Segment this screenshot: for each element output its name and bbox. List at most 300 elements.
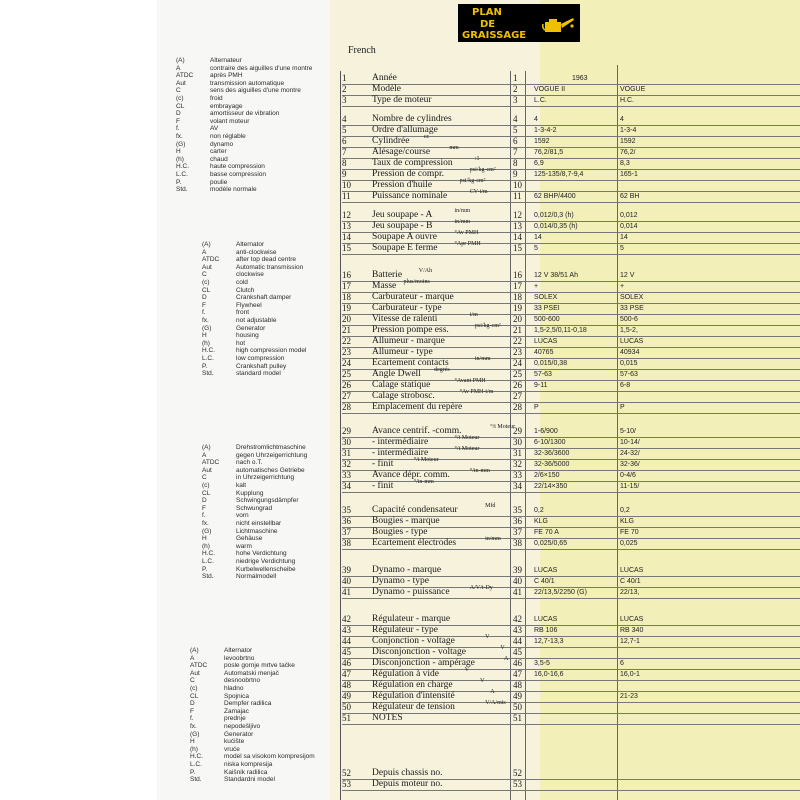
row-number: 52: [342, 768, 351, 778]
row-number: 50: [342, 702, 351, 712]
value-cell-1: 32-36/5000: [534, 461, 570, 468]
row-number-repeat: 27: [513, 391, 522, 401]
row-label: Pression de compr.: [372, 169, 445, 179]
glossary-term: contraire des aiguilles d'une montre: [210, 64, 313, 72]
glossary-entry: [190, 761, 315, 769]
value-cell-1: 62 BHP/4400: [534, 193, 576, 200]
glossary-abbr: Aut: [176, 79, 186, 87]
glossary-abbr: H: [176, 148, 181, 156]
glossary-term: after top dead centre: [236, 256, 296, 264]
value-cell-1: 6-10/1300: [534, 439, 566, 446]
value-cell-1: +: [534, 283, 539, 290]
glossary-term: not adjustable: [236, 316, 277, 324]
glossary-term: kalt: [236, 481, 247, 489]
value-cell-1: 125-135/8,7-9,4: [534, 171, 584, 178]
row-number: 35: [342, 505, 351, 515]
glossary-entry: [202, 355, 306, 363]
glossary-term: kućište: [224, 738, 245, 746]
glossary-entry: [202, 459, 307, 467]
row-label: Pression d'huile: [372, 180, 433, 190]
glossary-abbr: (c): [190, 684, 198, 692]
glossary-abbr: fx.: [176, 132, 183, 140]
glossary-entry: [202, 497, 307, 505]
spec-row: [342, 292, 800, 303]
badge-line-3: GRAISSAGE: [462, 30, 527, 41]
glossary-term: nach o.T.: [236, 459, 263, 467]
row-number: 3: [342, 95, 347, 105]
spec-row: [342, 191, 800, 202]
value-cell-1: 1-6/900: [534, 428, 558, 435]
glossary-abbr: F: [202, 301, 206, 309]
glossary-entry: [202, 271, 306, 279]
glossary-entry: [176, 148, 312, 156]
value-cell-2: 32-36/: [620, 461, 640, 468]
glossary-abbr: CL: [202, 489, 211, 497]
spec-row: [342, 426, 800, 437]
glossary-abbr: (h): [202, 542, 210, 550]
glossary-entry: [202, 550, 307, 558]
glossary-abbr: fx.: [202, 316, 209, 324]
value-cell-1: LUCAS: [534, 616, 558, 623]
glossary-entry: [202, 452, 307, 460]
value-cell-2: 57-63: [620, 371, 638, 378]
glossary-abbr: (h): [202, 339, 210, 347]
value-cell-1: 0,012/0,3 (h): [534, 212, 574, 219]
glossary-abbr: P.: [202, 565, 208, 573]
spec-row: [342, 95, 800, 106]
value-cell-2: SOLEX: [620, 294, 644, 301]
glossary-term: sens des aiguilles d'une montre: [210, 87, 301, 95]
spec-row: [342, 437, 800, 448]
value-cell-2: VOGUE: [620, 86, 646, 93]
row-unit: °/t Moteur: [454, 435, 480, 441]
value-cell-2: 76,2/: [620, 149, 636, 156]
glossary-term: automatisches Getriebe: [236, 466, 305, 474]
glossary-abbr: (A): [190, 647, 199, 654]
value-cell-2: KLG: [620, 518, 635, 525]
glossary-abbr: H.C.: [202, 550, 215, 558]
glossary-entry: [176, 65, 312, 73]
glossary-abbr: L.C.: [176, 170, 188, 178]
value-cell-2: 1592: [620, 138, 636, 145]
spec-row: [342, 147, 800, 158]
spec-row: [342, 336, 800, 347]
glossary-entry: [190, 769, 315, 777]
value-cell-1: 0,025/0,65: [534, 540, 568, 547]
row-number-repeat: 42: [513, 614, 522, 624]
glossary-abbr: A: [190, 654, 195, 662]
glossary-abbr: L.C.: [190, 760, 202, 768]
row-number-repeat: 38: [513, 538, 522, 548]
row-number-repeat: 25: [513, 369, 522, 379]
glossary-term: vruće: [224, 745, 240, 753]
glossary-entry: [202, 482, 307, 490]
row-label: Nombre de cylindres: [372, 114, 452, 124]
spec-row: [342, 625, 800, 636]
glossary-abbr: (c): [202, 278, 210, 286]
spec-row: [342, 576, 800, 587]
row-rule: [342, 202, 800, 203]
value-cell-1: 2/6×150: [534, 472, 560, 479]
spec-row: [342, 470, 800, 481]
glossary-1: [202, 241, 306, 378]
row-rule: [342, 549, 800, 550]
row-label: Avance dépr. comm.: [372, 470, 450, 480]
row-number-repeat: 19: [513, 303, 522, 313]
glossary-entry: [190, 723, 315, 731]
glossary-abbr: Std.: [202, 370, 214, 378]
glossary-entry: [202, 558, 307, 566]
row-number-repeat: 11: [513, 191, 522, 201]
value-cell-2: 165-1: [620, 171, 638, 178]
value-cell-1: KLG: [534, 518, 549, 525]
glossary-term: anti-clockwise: [236, 248, 277, 256]
row-label: - finit: [372, 481, 394, 491]
value-cell-1: FE 70 A: [534, 529, 559, 536]
value-cell-1: 12 V 38/51 Ah: [534, 272, 578, 279]
row-number: 20: [342, 314, 351, 324]
row-number-repeat: 35: [513, 505, 522, 515]
row-number-repeat: 46: [513, 658, 522, 668]
glossary-entry: [202, 264, 306, 272]
value-cell-1: 0,014/0,35 (h): [534, 223, 578, 230]
row-unit: in/mm: [454, 219, 471, 225]
spec-row: [342, 565, 800, 576]
glossary-term: Flywheel: [236, 301, 262, 309]
spec-row: [342, 680, 800, 691]
value-cell-2: 8,3: [620, 160, 630, 167]
row-label: Type de moteur: [372, 95, 432, 105]
glossary-entry: [202, 287, 306, 295]
value-cell-1: L.C.: [534, 97, 547, 104]
value-cell-2: 1-3-4: [620, 127, 637, 134]
row-label: Modèle: [372, 84, 402, 94]
row-number: 44: [342, 636, 351, 646]
row-number: 14: [342, 232, 351, 242]
badge-line-2: DE: [480, 19, 496, 30]
value-cell-1: 16,0-16,6: [534, 671, 564, 678]
spec-row: [342, 125, 800, 136]
glossary-abbr: A: [202, 248, 207, 256]
glossary-abbr: (G): [202, 324, 212, 332]
glossary-abbr: F: [176, 117, 180, 125]
glossary-abbr: H.C.: [176, 163, 189, 171]
glossary-term: Normalmodell: [236, 573, 277, 581]
row-label: Jeu soupape - A: [372, 210, 433, 220]
row-unit: mm: [449, 145, 459, 151]
row-label: Jeu soupape - B: [372, 221, 433, 231]
value-cell-2: +: [620, 283, 625, 290]
glossary-abbr: H: [190, 738, 195, 746]
glossary-entry: [202, 302, 306, 310]
row-label: Calage statique: [372, 380, 431, 390]
row-label: Année: [372, 73, 397, 83]
row-number-repeat: 15: [513, 243, 522, 253]
row-number-repeat: 47: [513, 669, 522, 679]
row-number: 16: [342, 270, 351, 280]
glossary-abbr: (A): [202, 444, 211, 451]
glossary-abbr: P.: [202, 362, 208, 370]
row-number-repeat: 6: [513, 136, 518, 146]
glossary-abbr: CL: [202, 286, 211, 294]
glossary-abbr: D: [202, 497, 207, 505]
row-unit: in/mm: [454, 208, 471, 214]
row-number: 27: [342, 391, 351, 401]
row-number: 28: [342, 402, 351, 412]
value-cell-1: LUCAS: [534, 567, 558, 574]
row-unit: V: [480, 678, 485, 684]
glossary-abbr: C: [176, 87, 181, 95]
row-unit: A/V/t-Dy: [469, 585, 493, 591]
value-cell-2: 500-6: [620, 316, 638, 323]
row-number-repeat: 16: [513, 270, 522, 280]
glossary-entry: [176, 125, 312, 133]
row-label: Régulation en charge: [372, 680, 453, 690]
spec-row: [342, 459, 800, 470]
row-number-repeat: 39: [513, 565, 522, 575]
row-number: 11: [342, 191, 351, 201]
row-number: 38: [342, 538, 351, 548]
glossary-term: Alternator: [224, 647, 253, 654]
glossary-abbr: D: [202, 294, 207, 302]
spec-row: [342, 768, 800, 779]
value-cell-1: 5: [534, 245, 538, 252]
row-rule: [342, 790, 800, 791]
row-unit: °Avant PMH: [454, 378, 486, 384]
value-cell-1: 0,2: [534, 507, 544, 514]
glossary-abbr: Std.: [190, 776, 202, 784]
glossary-entry: [190, 776, 315, 784]
value-cell-2: 0,025: [620, 540, 638, 547]
row-number: 47: [342, 669, 351, 679]
row-unit: in/mm: [474, 356, 491, 362]
glossary-0: [176, 57, 312, 194]
row-number-repeat: 45: [513, 647, 522, 657]
badge-line-1: PLAN: [472, 7, 502, 18]
spec-row: [342, 505, 800, 516]
spec-row: [342, 180, 800, 191]
row-number-repeat: 41: [513, 587, 522, 597]
glossary-term: Crankshaft pulley: [236, 362, 287, 370]
row-unit: V: [500, 645, 505, 651]
glossary-abbr: (c): [176, 94, 184, 102]
glossary-entry: [176, 141, 312, 149]
glossary-abbr: H: [202, 332, 207, 340]
glossary-entry: [190, 746, 315, 754]
glossary-term: high compression model: [236, 347, 307, 355]
row-number-repeat: 12: [513, 210, 522, 220]
glossary-term: Zamajac: [224, 707, 249, 715]
glossary-abbr: ATDC: [202, 256, 220, 264]
spec-row: [342, 402, 800, 413]
row-number: 9: [342, 169, 347, 179]
row-number-repeat: 50: [513, 702, 522, 712]
row-unit: V/A/mis: [485, 700, 506, 706]
glossary-entry: [190, 693, 315, 701]
glossary-entry: [202, 363, 306, 371]
spec-row: [342, 636, 800, 647]
glossary-abbr: (G): [202, 527, 212, 535]
glossary-entry: [202, 543, 307, 551]
row-number-repeat: 21: [513, 325, 522, 335]
glossary-term: Crankshaft damper: [236, 294, 292, 302]
glossary-entry: [176, 95, 312, 103]
spec-row: [342, 158, 800, 169]
row-number: 42: [342, 614, 351, 624]
glossary-entry: [176, 118, 312, 126]
row-unit: °Apr PMH: [454, 241, 481, 247]
row-label: - intermédiaire: [372, 448, 429, 458]
glossary-entry: [202, 241, 306, 249]
glossary-term: Standardni model: [224, 776, 275, 784]
row-number: 15: [342, 243, 351, 253]
glossary-term: Gehäuse: [236, 535, 263, 543]
glossary-entry: [202, 340, 306, 348]
row-number: 25: [342, 369, 351, 379]
glossary-entry: [202, 294, 306, 302]
glossary-term: nicht einstellbar: [236, 519, 282, 527]
glossary-entry: [176, 186, 312, 194]
glossary-abbr: ATDC: [190, 662, 208, 670]
row-unit: in/mm: [485, 536, 501, 542]
value-cell-2: 12,7-1: [620, 638, 640, 645]
glossary-entry: [202, 317, 306, 325]
row-rule: [342, 106, 800, 107]
glossary-abbr: fx.: [190, 722, 197, 730]
row-number: 7: [342, 147, 347, 157]
glossary-entry: [202, 347, 306, 355]
glossary-entry: [202, 490, 307, 498]
row-number-repeat: 29: [513, 426, 522, 436]
row-rule: [342, 724, 800, 725]
spec-row: [342, 702, 800, 713]
glossary-entry: [202, 256, 306, 264]
spec-row: [342, 658, 800, 669]
glossary-entry: [190, 738, 315, 746]
row-number: 51: [342, 713, 351, 723]
glossary-entry: [202, 520, 307, 528]
row-number-repeat: 4: [513, 114, 518, 124]
row-unit: °/in-mm: [413, 479, 434, 485]
glossary-entry: [202, 444, 307, 452]
row-number-repeat: 26: [513, 380, 522, 390]
row-number: 1: [342, 73, 347, 83]
value-cell-2: 0,012: [620, 212, 638, 219]
value-cell-1: 32-36/3600: [534, 450, 570, 457]
glossary-entry: [176, 110, 312, 118]
row-label: Conjonction - voltage: [372, 636, 455, 646]
glossary-2: [202, 444, 307, 581]
glossary-term: Kaišnik radilica: [224, 768, 268, 776]
glossary-term: Generator: [236, 324, 266, 332]
glossary-term: basse compression: [210, 170, 266, 178]
glossary-abbr: (c): [202, 481, 210, 489]
glossary-term: model sa visokom kompresijom: [224, 753, 315, 761]
row-label: Soupape A ouvre: [372, 232, 437, 242]
value-cell-2: 33 PSE: [620, 305, 644, 312]
row-number-repeat: 10: [513, 180, 522, 190]
row-number: 5: [342, 125, 347, 135]
value-cell-2: 24-32/: [620, 450, 640, 457]
glossary-entry: [176, 57, 312, 65]
glossary-term: desnoobrtno: [224, 677, 261, 685]
value-cell-1: 1-3-4-2: [534, 127, 557, 134]
row-unit: °/in-mm: [469, 468, 490, 474]
value-cell-1: 4: [534, 116, 538, 123]
row-number: 39: [342, 565, 351, 575]
value-cell-1: 33 PSEI: [534, 305, 560, 312]
row-number: 8: [342, 158, 347, 168]
glossary-abbr: F: [202, 504, 206, 512]
glossary-abbr: C: [202, 271, 207, 279]
row-number: 33: [342, 470, 351, 480]
row-label: Carburateur - type: [372, 303, 442, 313]
row-number-repeat: 14: [513, 232, 522, 242]
glossary-entry: [176, 163, 312, 171]
value-cell-2: 12 V: [620, 272, 635, 279]
row-number-repeat: 36: [513, 516, 522, 526]
glossary-entry: [190, 677, 315, 685]
glossary-abbr: (A): [202, 241, 211, 248]
value-cell-1: 1592: [534, 138, 550, 145]
spec-row: [342, 779, 800, 790]
row-number-repeat: 49: [513, 691, 522, 701]
value-cell-1: SOLEX: [534, 294, 558, 301]
row-number-repeat: 9: [513, 169, 518, 179]
glossary-term: Spojnica: [224, 692, 249, 700]
glossary-abbr: fx.: [202, 519, 209, 527]
row-unit: °/t Moteur: [413, 457, 439, 463]
row-number: 21: [342, 325, 351, 335]
row-label: Alésage/course: [372, 147, 431, 157]
row-number-repeat: 8: [513, 158, 518, 168]
row-label: Dynamo - marque: [372, 565, 442, 575]
row-number: 17: [342, 281, 351, 291]
row-number: 31: [342, 448, 351, 458]
row-number-repeat: 17: [513, 281, 522, 291]
row-number: 22: [342, 336, 351, 346]
row-number-repeat: 32: [513, 459, 522, 469]
row-number: 6: [342, 136, 347, 146]
glossary-abbr: ATDC: [176, 72, 194, 80]
glossary-entry: [190, 662, 315, 670]
glossary-term: warm: [236, 542, 252, 550]
glossary-term: embrayage: [210, 102, 243, 110]
row-number-repeat: 43: [513, 625, 522, 635]
value-cell-1: P: [534, 404, 539, 411]
glossary-term: haute compression: [210, 163, 265, 171]
row-number: 45: [342, 647, 351, 657]
glossary-abbr: D: [190, 700, 195, 708]
row-label: Emplacement du repère: [372, 402, 463, 412]
value-cell-1: 76,2/81,5: [534, 149, 564, 156]
value-cell-2: 10-14/: [620, 439, 640, 446]
glossary-entry: [190, 670, 315, 678]
row-unit: °Av PMH-t/m: [459, 389, 494, 395]
row-label: Depuis chassis no.: [372, 768, 443, 778]
value-cell-1: 12,7-13,3: [534, 638, 564, 645]
spec-row: [342, 481, 800, 492]
row-label: Soupape E ferme: [372, 243, 438, 253]
row-label: Bougies - type: [372, 527, 428, 537]
glossary-entry: [202, 325, 306, 333]
spec-row: [342, 243, 800, 254]
glossary-term: gegen Uhrzeigerrichtung: [236, 451, 308, 459]
glossary-3: [190, 647, 315, 784]
row-number-repeat: 33: [513, 470, 522, 480]
glossary-term: modèle normale: [210, 186, 257, 194]
glossary-entry: [202, 309, 306, 317]
